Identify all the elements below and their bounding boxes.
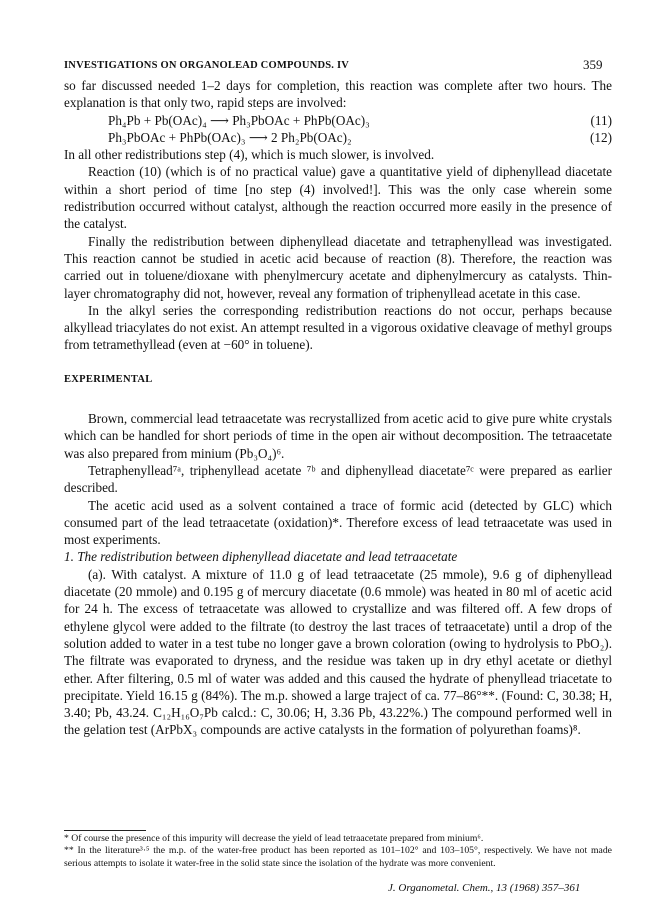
- footnote-1: * Of course the presence of this impurity will decrease the yield of lead tetraacetate prepared from minium⁶.: [64, 833, 484, 844]
- equation-number: (11): [590, 112, 612, 128]
- intro-paragraph: so far discussed needed 1–2 days for completion, this reaction was complete after two hours. The explanation is that only two, rapid steps are involved:: [64, 78, 612, 111]
- equation-number: (12): [590, 129, 612, 145]
- subsection-title: 1. The redistribution between diphenyllead diacetate and lead tetraacetate: [64, 549, 458, 565]
- journal-reference: [388, 882, 580, 894]
- running-header-title: INVESTIGATIONS ON ORGANOLEAD COMPOUNDS. IV: [64, 60, 350, 71]
- subsection-heading: [64, 548, 612, 565]
- article-body: [64, 77, 612, 739]
- paragraph-after-equations: In all other redistributions step (4), which is much slower, is involved.: [64, 147, 435, 163]
- paragraph-finally: Finally the redistribution between diphenyllead diacetate and tetraphenyllead was investigated. This reaction cannot be studied in acetic acid because of reaction (8). Therefore, the reaction was carried out in toluene/dioxane with phenylmercury acetate and diphenylmercury as catalysts. Thin-layer chromatography did not, however, reveal any formation of triphenyllead acetate in this case.: [64, 233, 612, 301]
- equation-text: Ph₄Pb + Pb(OAc)₄ ⟶ Ph₃PbOAc + PhPb(OAc)₃: [108, 112, 370, 128]
- equation-12: [64, 129, 612, 146]
- paragraph-tetraphenyllead: Tetraphenyllead⁷ᵃ, triphenyllead acetate ⁷ᵇ and diphenyllead diacetate⁷ᶜ were prepared as earlier described.: [64, 462, 612, 496]
- paragraph-lead-tetraacetate: Brown, commercial lead tetraacetate was recrystallized from acetic acid to give pure white crystals which can be handled for short periods of time in the open air without decomposition. The tetraacetate was also prepared from minium (Pb₃O₄)⁶.: [64, 411, 612, 461]
- paragraph-alkyl-series: In the alkyl series the corresponding redistribution reactions do not occur, perhaps because alkyllead triacylates do not exist. An attempt resulted in a vigorous oxidative cleavage of methyl groups from tetramethyllead (even at −60° in toluene).: [64, 302, 612, 353]
- paragraph-reaction-10: Reaction (10) (which is of no practical value) gave a quantitative yield of diphenyllead diacetate within a short period of time [no step (4) involved!]. This was the only case wherein some redistribution occurred without catalyst, although the reaction occurred more easily in the presence of the catalyst.: [64, 164, 612, 232]
- footnotes: [64, 830, 612, 870]
- paragraph-with-catalyst: (a). With catalyst. A mixture of 11.0 g of lead tetraacetate (25 mmole), 9.6 g of diphenyllead diacetate (20 mmole) and 0.195 g of mercury diacetate (0.6 mmole) was heated in 80 ml of acetic acid for 24 h. The excess of tetraacetate was allowed to crystallize and was filtered off. A few drops of ethylene glycol were added to the filtrate (to destroy the last traces of tetraacetate) until a drop of the solution added to water in a test tube no longer gave a brown coloration (owing to hydrolysis to PbO₂). The filtrate was evaporated to dryness, and the residue was taken up in dry ethyl acetate or diethyl ether. After filtering, 0.5 ml of water was added and this caused the hydrate of phenyllead triacetate to precipitate. Yield 16.15 g (84%). The m.p. showed a large traject of ca. 77–86°**. (Found: C, 30.38; H, 3.40; Pb, 43.24. C₁₂H₁₆O₇Pb calcd.: C, 30.06; H, 3.36 Pb, 43.22%.) The compound performed well in the gelation test (ArPbX₃ compounds are active catalysts in the formation of polyurethan foams)⁸.: [64, 566, 612, 738]
- equation-11: [64, 112, 612, 129]
- equation-text: Ph₃PbOAc + PhPb(OAc)₃ ⟶ 2 Ph₂Pb(OAc)₂: [108, 129, 352, 145]
- paragraph-acetic-acid: The acetic acid used as a solvent contained a trace of formic acid (detected by GLC) which consumed part of the lead tetraacetate (oxidation)*. Therefore excess of lead tetraacetate was used in most experiments.: [64, 497, 612, 548]
- section-heading-experimental: EXPERIMENTAL: [64, 373, 153, 385]
- footnote-2: ** In the literature³·⁵ the m.p. of the water-free product has been reported as 101–102° and 103–105°, respectively. We have not made serious attempts to isolate it water-free in the solid state since the isolation of the hydrate was more convenient.: [64, 845, 612, 869]
- page-number: 359: [583, 57, 603, 72]
- footnote-rule: [64, 830, 146, 831]
- journal-citation: J. Organometal. Chem., 13 (1968) 357–361: [388, 882, 581, 894]
